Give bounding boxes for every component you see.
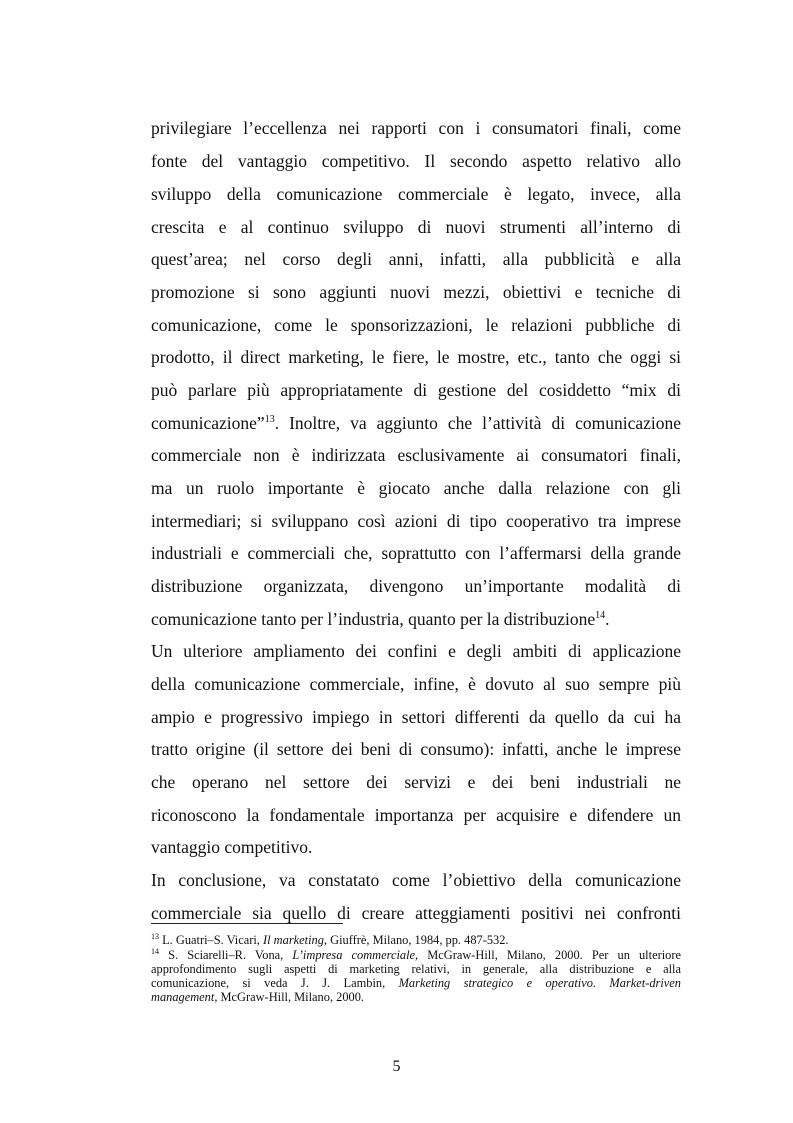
- footnote-number: 13: [151, 932, 159, 941]
- body-line: prodotto, il direct marketing, le fiere, le mostre, etc., tanto che oggi si: [151, 347, 681, 367]
- footnote-authors: L. Guatri–S. Vicari,: [162, 933, 260, 947]
- footnote-title: management: [151, 990, 215, 1004]
- body-line: riconoscono la fondamentale importanza per acquisire e difendere un: [151, 805, 681, 825]
- footnote-separator: [151, 923, 343, 924]
- footnote-title: Marketing strategico e operativo. Market-driven: [398, 976, 681, 990]
- body-line-part: . Inoltre, va aggiunto che l’attività di comunicazione: [274, 413, 681, 433]
- footnote-rest: , Giuffrè, Milano, 1984, pp. 487-532.: [323, 933, 509, 947]
- footnote-rest: , McGraw-Hill, Milano, 2000.: [214, 990, 365, 1004]
- page-number: 5: [392, 1058, 401, 1075]
- footnote-text: comunicazione, si veda J. J. Lambin,: [151, 976, 386, 990]
- footnote-14-line: [151, 977, 681, 990]
- body-line: tratto origine (il settore dei beni di consumo): infatti, anche le imprese: [151, 739, 681, 759]
- body-line: può parlare più appropriatamente di gestione del cosiddetto “mix di: [151, 380, 681, 400]
- body-line: [151, 413, 681, 433]
- footnote-13: [151, 934, 681, 947]
- body-line: distribuzione organizzata, divengono un’importante modalità di: [151, 576, 681, 596]
- body-line: privilegiare l’eccellenza nei rapporti con i consumatori finali, come: [151, 118, 681, 138]
- footnote-14-line: approfondimento sugli aspetti di marketing relativi, in generale, alla distribuzione e alla: [151, 962, 681, 976]
- body-line: intermediari; si sviluppano così azioni di tipo cooperativo tra imprese: [151, 511, 681, 531]
- body-line: comunicazione, come le sponsorizzazioni, le relazioni pubbliche di: [151, 315, 681, 335]
- body-line: commerciale sia quello di creare atteggiamenti positivi nei confronti: [151, 903, 681, 923]
- body-line: In conclusione, va constatato come l’obiettivo della comunicazione: [151, 870, 681, 890]
- footnote-rest: McGraw-Hill, Milano, 2000. Per un ulteriore: [427, 948, 681, 962]
- footnote-authors: S. Sciarelli–R. Vona,: [168, 948, 284, 962]
- footnote-number: 14: [151, 947, 159, 956]
- body-line: [151, 609, 681, 629]
- body-line: quest’area; nel corso degli anni, infatti, alla pubblicità e alla: [151, 249, 681, 269]
- body-line: crescita e al continuo sviluppo di nuovi strumenti all’interno di: [151, 217, 681, 237]
- body-line-part: comunicazione tanto per l’industria, quanto per la distribuzione: [151, 609, 596, 629]
- footnote-title: L’impresa commerciale,: [292, 948, 419, 962]
- footnote-14: [151, 949, 681, 962]
- body-line-part: .: [605, 609, 610, 629]
- body-line-part: comunicazione”: [151, 413, 265, 433]
- footnote-14-line: [151, 991, 681, 1004]
- body-line: che operano nel settore dei servizi e dei beni industriali ne: [151, 772, 681, 792]
- body-line: ampio e progressivo impiego in settori differenti da quello da cui ha: [151, 707, 681, 727]
- body-line: vantaggio competitivo.: [151, 837, 313, 857]
- body-line: Un ulteriore ampliamento dei confini e degli ambiti di applicazione: [151, 641, 681, 661]
- body-line: della comunicazione commerciale, infine, è dovuto al suo sempre più: [151, 674, 681, 694]
- body-line: ma un ruolo importante è giocato anche dalla relazione con gli: [151, 478, 681, 498]
- body-line: industriali e commerciali che, soprattutto con l’affermarsi della grande: [151, 543, 681, 563]
- body-line: sviluppo della comunicazione commerciale è legato, invece, alla: [151, 184, 681, 204]
- body-line: promozione si sono aggiunti nuovi mezzi, obiettivi e tecniche di: [151, 282, 681, 302]
- footnote-title: Il marketing: [263, 933, 324, 947]
- footnote-ref-13[interactable]: 13: [264, 414, 275, 425]
- footnote-ref-14[interactable]: 14: [595, 610, 606, 621]
- body-line: commerciale non è indirizzata esclusivamente ai consumatori finali,: [151, 445, 681, 465]
- body-line: fonte del vantaggio competitivo. Il secondo aspetto relativo allo: [151, 151, 681, 171]
